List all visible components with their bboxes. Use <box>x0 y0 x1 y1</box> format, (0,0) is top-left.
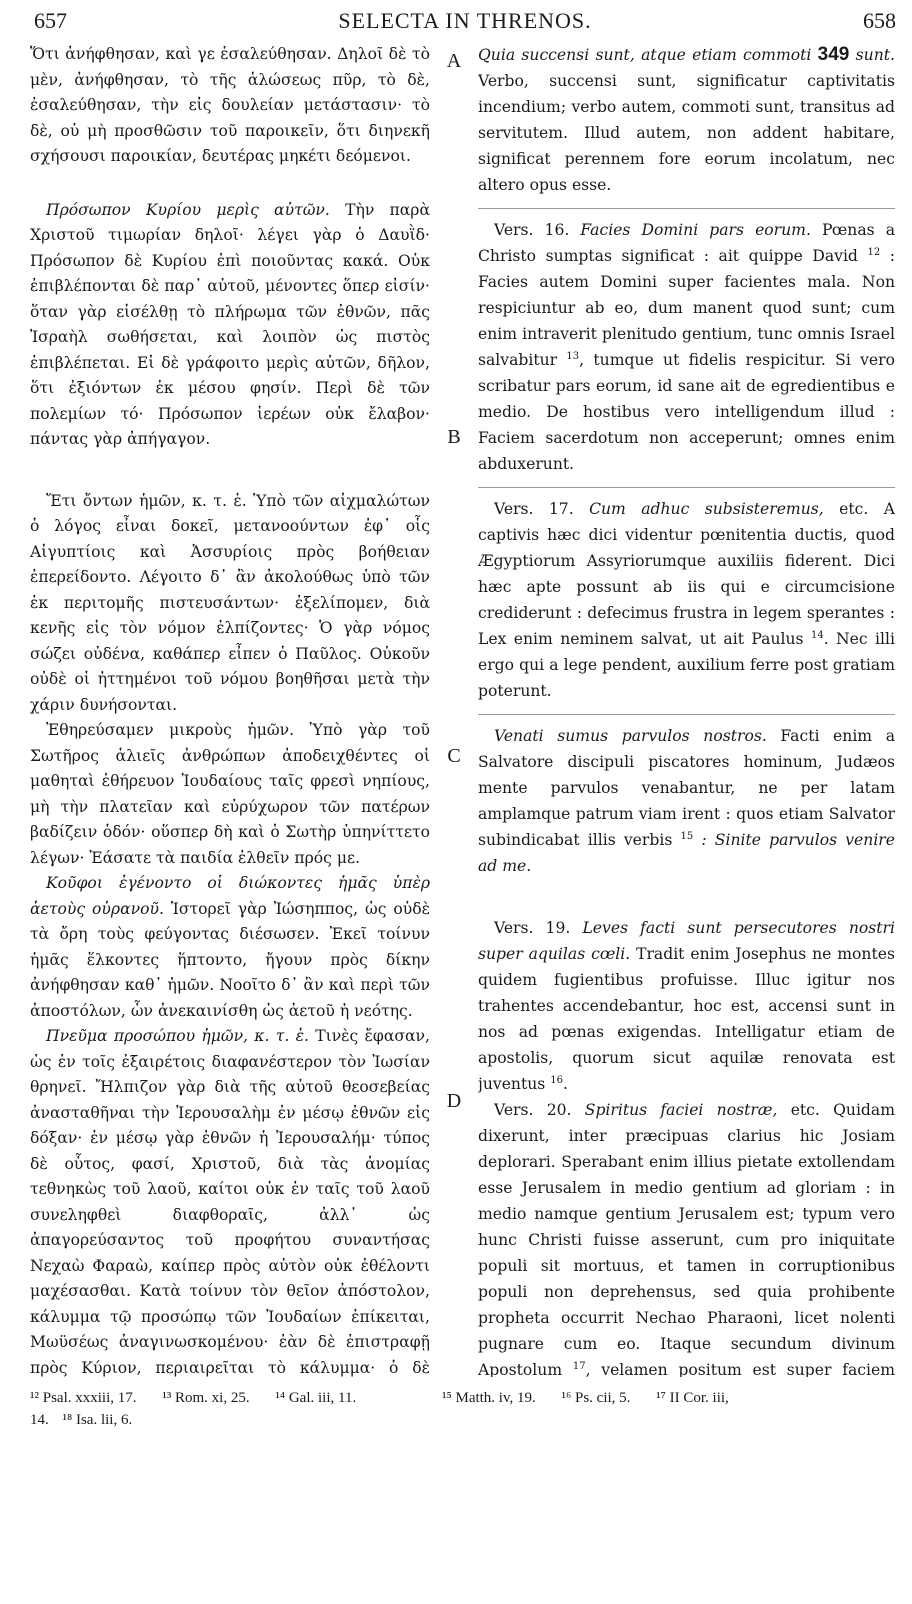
greek-paragraph-4 <box>30 718 430 871</box>
running-header <box>34 8 896 38</box>
latin-paragraph-4 <box>478 723 895 879</box>
latin-paragraph-5: Vers. 19. Leves facti sunt persecutores nostri super aquilas cœli. Tradit enim Josephus ne montes quidem fugientibus profuisse. Illuc igitur nos trahentes accendebantur, hoc est, accensi sunt in nos ad pœnas exigendas. Intelligatur etiam de apostolis, quorum sicut aquilæ renovata est juventus $^{16}$. <box>478 919 895 1093</box>
latin-text-6: etc. Quidam dixerunt, inter præcipuas clarius hic Josiam deplorari. Sperabant enim illius pietate extollendam esse Jerusalem in medio gentium ad gloriam : in medio namque gentium Jerusalem est; typum vero hunc Christi fuisse asserunt, cum pro iniquitate populi sit mortuus, et tamen in corruptionibus populi non deprehensus, sed quia prohibente propheta occurrit Nechao Pharaoni, licet nolenti pugnare cum eo. Itaque secundum divinum Apostolum <box>478 1101 895 1377</box>
note-ref-14: 14 <box>810 629 824 641</box>
greek-paragraph-6 <box>30 1024 430 1377</box>
verse-label-19: Vers. 19. <box>494 919 571 937</box>
footnote-12: ¹² Psal. xxxiii, 17. <box>30 1390 137 1406</box>
greek-lemma-6: Πνεῦμα προσώπου ἡμῶν, κ. τ. ἑ. <box>46 1027 309 1045</box>
greek-column <box>30 42 430 1377</box>
latin-text-6b: , velamen positum est super faciem <box>585 1361 895 1377</box>
greek-paragraph-2 <box>30 198 430 453</box>
footnotes-right <box>442 1387 892 1409</box>
latin-lemma-3: Cum adhuc subsisteremus, <box>589 500 824 518</box>
footnote-17: ¹⁷ II Cor. iii, <box>656 1390 729 1406</box>
latin-lemma-2: Facies Domini pars eorum. <box>580 221 811 239</box>
page-number-left: 657 <box>34 8 67 33</box>
greek-lemma-4: Ἐθηρεύσαμεν μικροὺς ἡμῶν. <box>46 721 295 739</box>
greek-text-6: Τινὲς ἔφασαν, ὡς ἐν τοῖς ἐξαιρέτοις διαφανέστερον τὸν Ἰωσίαν θρηνεῖ. Ἤλπιζον γὰρ διὰ τῆς αὐτοῦ θεοσεβείας ἀνασταθῆναι τὴν Ἱερουσαλὴμ ἐν μέσῳ ἐθνῶν εἰς δόξαν· ἐν μέσῳ γὰρ ἐθνῶν ἡ Ἱερουσαλήμ· τύπος δὲ οὗτος, φασί, Χριστοῦ, διὰ τὰς ἀνομίας τεθνηκὼς τοῦ λαοῦ, καίτοι οὐκ ἐν ταῖς τοῦ λαοῦ συνεληφθεὶ διαφθοραῖς, ἀλλ᾽ ὡς ἀπαγορεύσαντος τοῦ προφήτου συναντήσας Νεχαὼ Φαραὼ, καίπερ πρὸς αὐτὸν οὐκ ἐθέλοντι μαχέσασθαι. Κατὰ τοίνυν τὸν θεῖον ἀπόστολον, κάλυμμα τῷ προσώπῳ τῶν Ἰουδαίων ἐπίκειται, Μωϋσέως ἀναγινωσκομένου· ἐὰν δὲ ἐπιστραφῇ πρὸς Κύριον, περιαιρεῖται τὸ κάλυμμα· ὁ δὲ <box>30 1027 430 1377</box>
latin-text-2: Pœnas a Christo sumptas significat : ait quippe David <box>478 221 895 265</box>
greek-lemma-3: Ἔτι ὄντων ἡμῶν, κ. τ. ἑ. <box>46 491 247 510</box>
footnotes <box>30 1387 896 1431</box>
verse-label-20: Vers. 20. <box>494 1101 572 1119</box>
latin-text-3: etc. A captivis hæc dici videntur pœnitentia ductis, quod Ægyptiorum Assyriorumque auxiliis fiderent. Dici hæc apte possunt ab iis qui e circumcisione crediderunt : defecimus frustra in legem sperantes : Lex enim neminem salvat, ut ait Paulus <box>478 500 895 648</box>
footnote-17-continued: 14. <box>30 1412 49 1428</box>
footnote-16: ¹⁶ Ps. cii, 5. <box>561 1390 631 1406</box>
footnote-13: ¹³ Rom. xi, 25. <box>162 1390 250 1406</box>
latin-lemma-1-end: sunt. <box>855 46 895 64</box>
latin-text-1: Verbo, succensi sunt, significatur captivitatis incendium; verbo autem, commoti sunt, transitus ad servitutem. Illud autem, non addent habitare, significat perennem fore eorum incolatum, nec altero opus esse. <box>478 72 895 194</box>
note-ref-16: 16 <box>550 1074 563 1086</box>
latin-paragraph-3 <box>478 496 895 704</box>
latin-paragraph-1 <box>478 42 895 198</box>
greek-text-4: Ὑπὸ γὰρ τοῦ Σωτῆρος ἁλιεῖς ἀνθρώπων ἀποδειχθέντες οἱ μαθηταὶ ἐθήρευον Ἰουδαίους ταῖς φρεσὶ νηπίους, μὴ τὴν πλατεῖαν καὶ εὐρύχωρον τῶν πατέρων βαδίζειν ὁδόν· οὕσπερ δὴ καὶ ὁ Σωτὴρ ὑπηνίττετο λέγων· Ἐάσατε τὰ παιδία ἐλθεῖν πρός με. <box>30 721 430 867</box>
footnote-14: ¹⁴ Gal. iii, 11. <box>275 1390 357 1406</box>
greek-paragraph-3 <box>30 489 430 719</box>
margin-letter-c: C <box>447 745 461 767</box>
greek-paragraph-5 <box>30 871 430 1024</box>
latin-text-2c: , tumque ut fidelis respicitur. Si vero scribatur pars eorum, id sane ait de egredientibus e medio. De hostibus vero intelligendum illud : Faciem sacerdotum non acceperunt; omnes enim abduxerunt. <box>478 351 895 473</box>
latin-paragraph-6 <box>478 1097 895 1377</box>
greek-lemma-2: Πρόσωπον Κυρίου μερὶς αὐτῶν. <box>46 200 330 219</box>
latin-lemma-1: Quia succensi sunt, atque etiam commoti <box>478 46 812 64</box>
footnotes-line-2 <box>30 1409 896 1431</box>
latin-text-2b: : Facies autem Domini super facientes mala. Non respiciuntur ab eo, dum manent quod sunt; cum enim intraverit plenitudo gentium, tunc omnis Israel salvabitur <box>478 247 895 369</box>
latin-text-3b: . Nec illi ergo qui a lege pendent, auxilium ferre post gratiam poterunt. <box>478 630 895 700</box>
note-ref-15: 15 <box>680 830 694 842</box>
verse-label-16: Vers. 16. <box>494 221 570 239</box>
column-number-349: 349 <box>817 44 850 65</box>
footnote-18: ¹⁸ Isa. lii, 6. <box>62 1412 133 1428</box>
margin-gutter <box>435 42 473 1382</box>
margin-letter-a: A <box>446 50 462 72</box>
margin-letter-d: D <box>446 1090 462 1112</box>
footnote-15: ¹⁵ Matth. iv, 19. <box>442 1390 536 1406</box>
verse-label-17: Vers. 17. <box>494 500 574 518</box>
divider <box>478 487 895 488</box>
latin-paragraph-2 <box>478 217 895 477</box>
footnotes-left <box>30 1387 442 1409</box>
note-ref-13: 13 <box>566 350 580 362</box>
divider <box>478 208 895 209</box>
note-ref-17: 17 <box>572 1360 586 1372</box>
divider <box>478 714 895 715</box>
latin-text-4b: : Sinite parvulos venire ad me. <box>478 831 895 875</box>
latin-text-4: Facti enim a Salvatore discipuli piscatores hominum, Judæos mente parvulos venabantur, ne per latam amplamque patrum viam irent : quos etiam Salvator subindicabat illis verbis <box>478 727 895 849</box>
greek-text-2: Τὴν παρὰ Χριστοῦ τιμωρίαν δηλοῖ· λέγει γὰρ ὁ Δαυῒδ· Πρόσωπον δὲ Κυρίου ἐπὶ ποιοῦντας κακά. Οὐκ ἐπιβλέπονται δὲ παρ᾽ αὐτοῦ, μένοντες ὅπερ εἰσίν· ὅταν γὰρ εἰσέλθῃ τὸ πλήρωμα τῶν ἐθνῶν, πᾶς Ἰσραὴλ σωθήσεται, καὶ λοιπὸν ὡς πιστὸς ἐπιβλέπεται. Εἰ δὲ γράφοιτο μερὶς αὐτῶν, δῆλον, ὅτι ἐξιόντων ἐκ μέσου φησίν. Περὶ δὲ τῶν πολεμίων τό· Πρόσωπον ἱερέων οὐκ ἔλαβον· πάντας γὰρ ἀπήγαγον. <box>30 200 430 448</box>
latin-lemma-6: Spiritus faciei nostræ, <box>584 1101 778 1119</box>
latin-text-5: Tradit enim Josephus ne montes quidem fugientibus profuisse. Illuc igitur nos trahentes accendebantur, hoc est, accensi sunt in nos ad pœnas exigendas. Intelligatur etiam de apostolis, quorum sicut aquilæ renovata est juventus <box>478 945 895 1093</box>
latin-lemma-5: Leves facti sunt persecutores nostri super aquilas cœli. <box>478 919 895 963</box>
page-number-right: 658 <box>863 8 896 33</box>
greek-text-3: Ὑπὸ τῶν αἰχμαλώτων ὁ λόγος εἶναι δοκεῖ, μετανοούντων ἐφ᾽ οἷς Αἰγυπτίοις καὶ Ἀσσυρίοις πρὸς βοήθειαν ἐπερείδοντο. Λέγοιτο δ᾽ ἂν ἀκολούθως ὑπὸ τῶν ἐκ περιτομῆς πιστευσάντων· ἐξελίπομεν, διὰ κενῆς εἰς τὸν νόμον ἐλπίζοντες· Ὁ γὰρ νόμος σώζει οὐδένα, καθάπερ εἶπεν ὁ Παῦλος. Οὐκοῦν οὐδὲ οἱ ἡττημένοι τοῦ νόμου βοηθῆσαι μετὰ τὴν χάριν δυνήσονται. <box>30 491 430 714</box>
margin-letter-b: B <box>447 426 461 448</box>
note-ref-12: 12 <box>867 246 881 258</box>
running-title: SELECTA IN THRENOS. <box>338 8 592 33</box>
latin-lemma-4: Venati sumus parvulos nostros. <box>494 727 767 745</box>
greek-paragraph-1: Ὅτι ἀνήφθησαν, καὶ γε ἐσαλεύθησαν. Δηλοῖ δὲ τὸ μὲν, ἀνήφθησαν, τὸ τῆς ἁλώσεως πῦρ, τὸ δὲ, ἐσαλεύθησαν, τὴν εἰς δουλείαν μετάστασιν· τὸ δὲ, οὐ μὴ προσθῶσιν τοῦ παροικεῖν, ὅτι διηνεκῆ σχήσουσι παροικίαν, δευτέρας μηκέτι δεόμενοι. <box>30 45 430 165</box>
greek-lemma-5: Κοῦφοι ἐγένοντο οἱ διώκοντες ἡμᾶς ὑπὲρ ἀετοὺς οὐρανοῦ. <box>30 874 430 918</box>
latin-column <box>478 42 895 1377</box>
greek-text-5: Ἱστορεῖ γὰρ Ἰώσηππος, ὡς οὐδὲ τὰ ὄρη τοὺς φεύγοντας διέσωσεν. Ἐκεῖ τοίνυν ἡμᾶς ἕλκοντες ἥπτοντο, ἤγουν πρὸς δίκην ἀνήφθησαν καθ᾽ ἡμῶν. Νοοῖτο δ᾽ ἂν καὶ περὶ τῶν ἀποστόλων, ὧν ἀνεκαινίσθη ὡς ἀετοῦ ἡ νεότης. <box>30 899 430 1020</box>
